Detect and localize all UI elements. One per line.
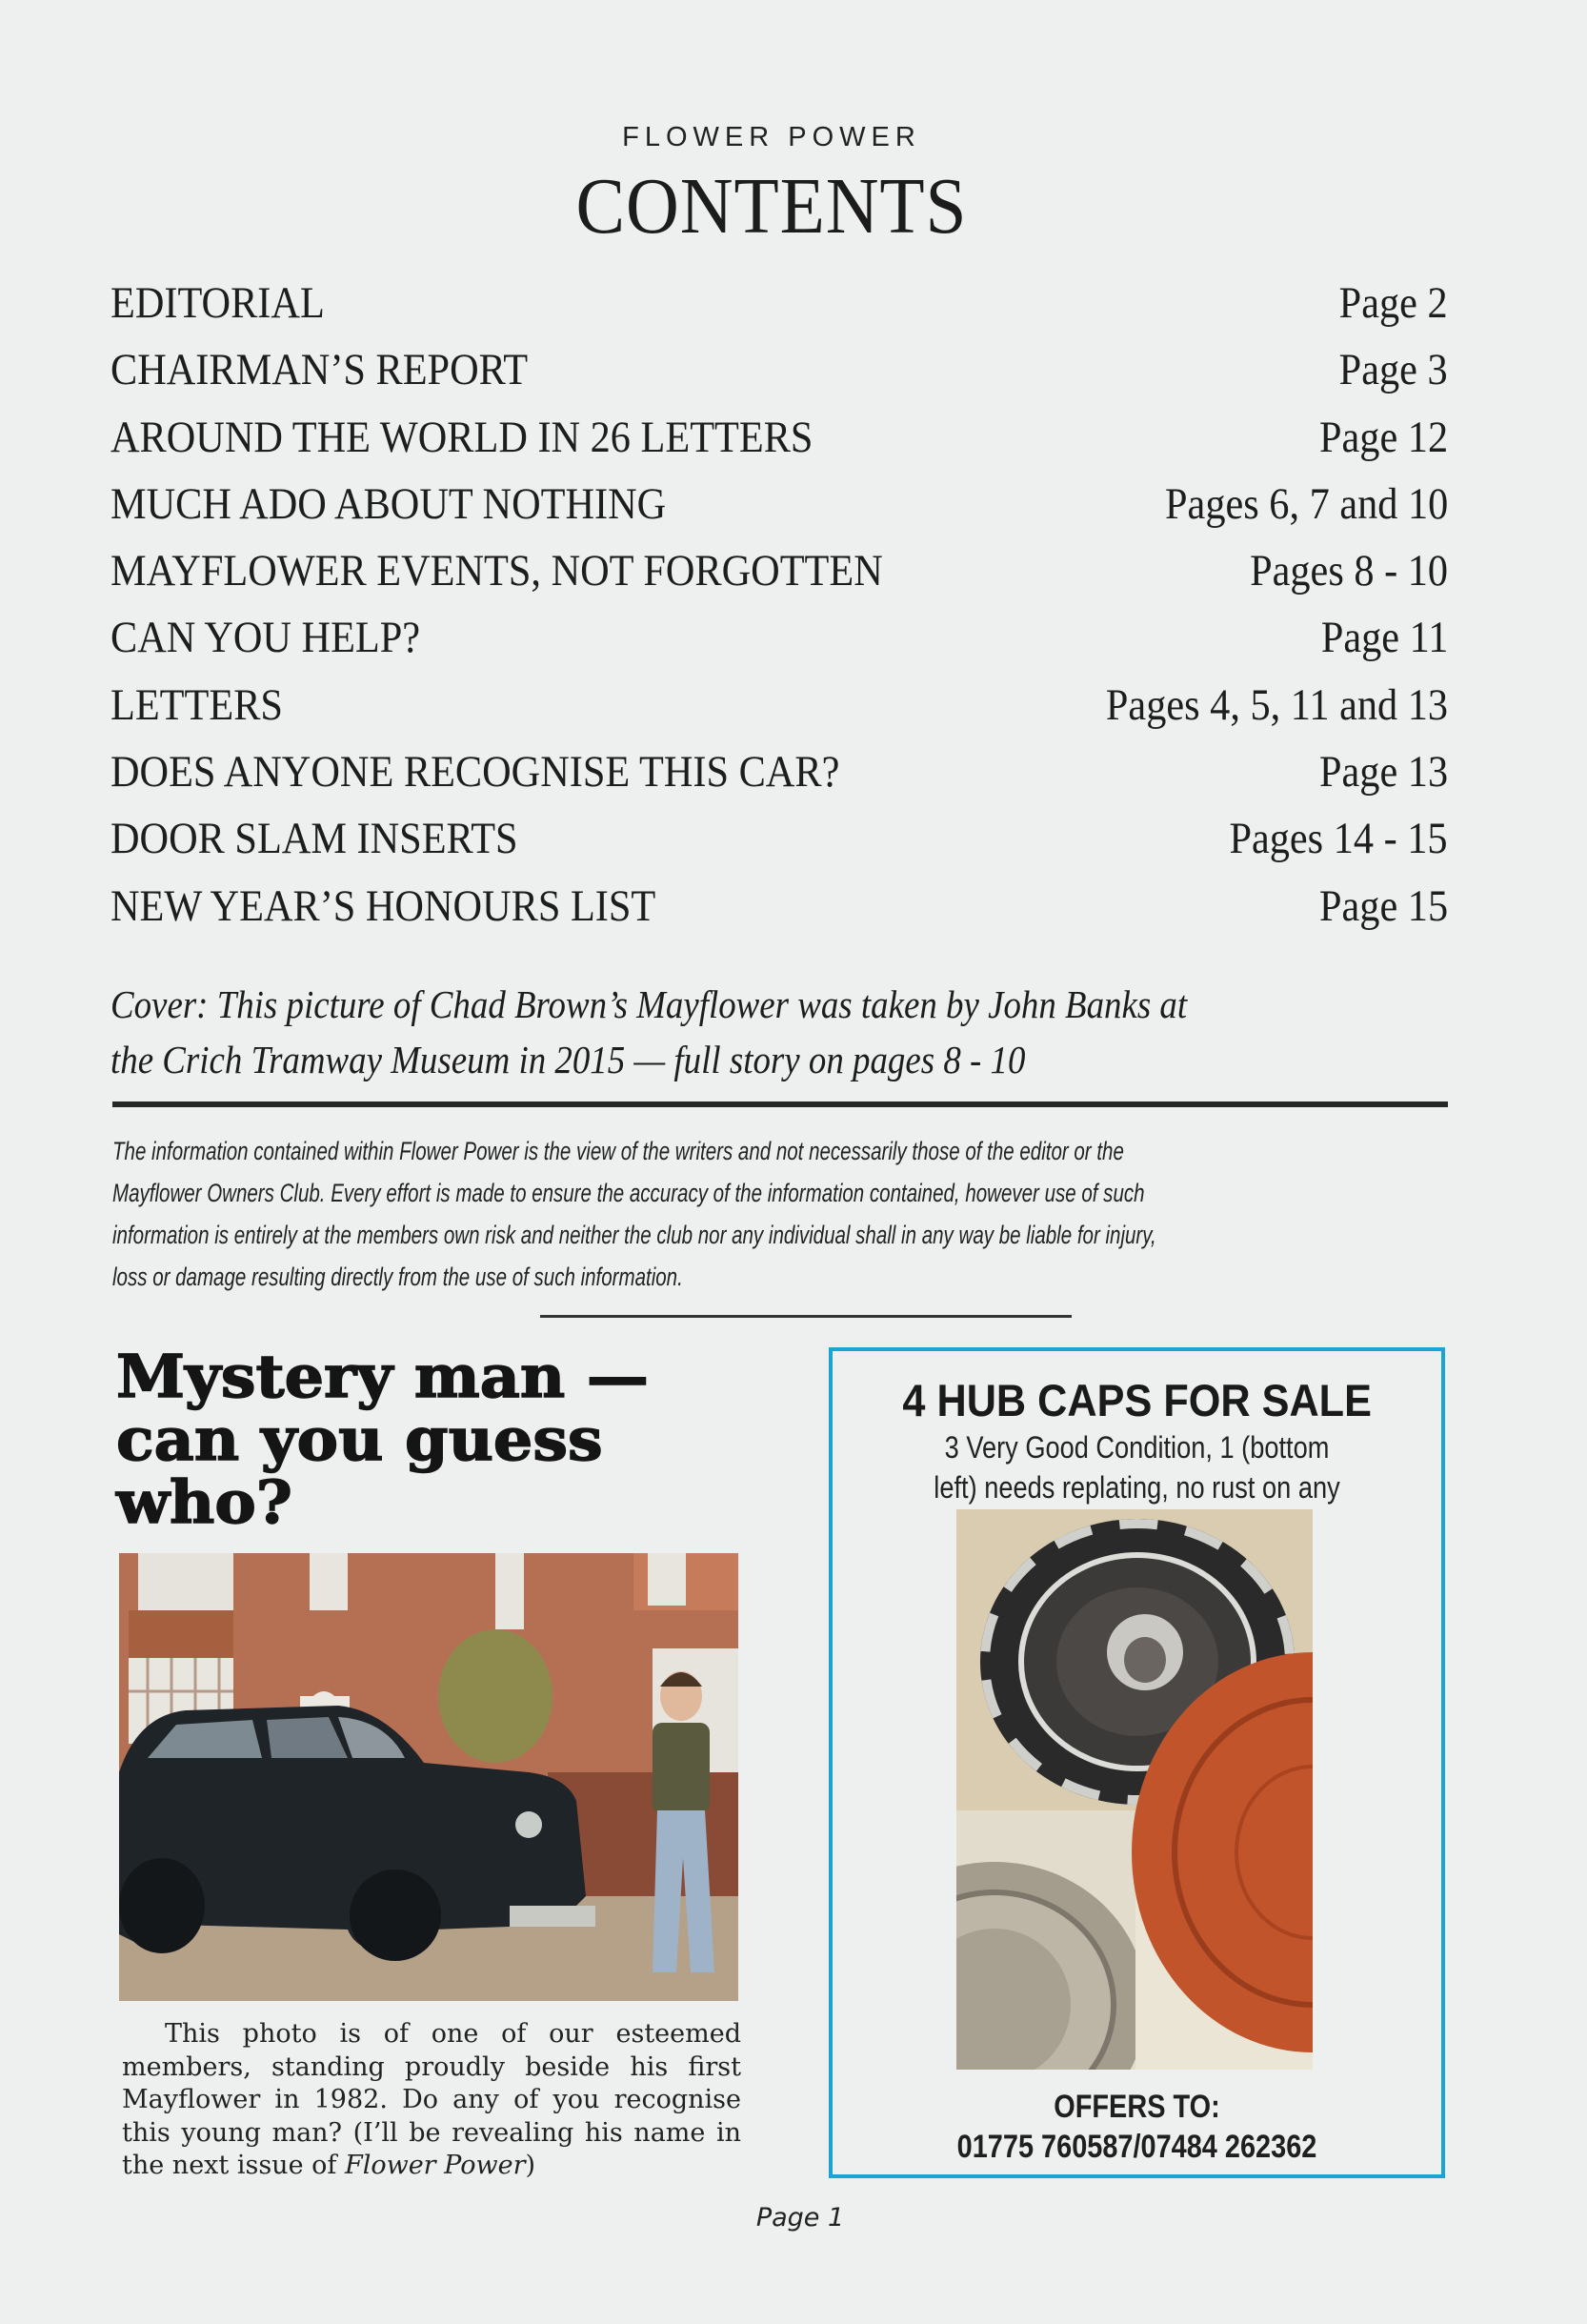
ad-offers-label: OFFERS TO:: [1054, 2089, 1220, 2125]
toc-entry: [110, 879, 1448, 946]
photo-caption: [122, 2018, 741, 2183]
headline-line: Mystery man —: [116, 1342, 649, 1411]
short-divider: [540, 1315, 1072, 1318]
toc-entry-title: DOES ANYONE RECOGNISE THIS CAR?: [110, 747, 840, 798]
ad-phone-numbers: 01775 760587/07484 262362: [956, 2129, 1317, 2165]
toc-entry-pages: Page 3: [1339, 345, 1448, 395]
ad-title: [829, 1374, 1445, 1426]
toc-entry: [110, 812, 1448, 879]
toc-entry-title: LETTERS: [110, 679, 283, 730]
toc-entry-pages: Page 2: [1339, 278, 1448, 328]
hub-caps-photo: [956, 1509, 1313, 2070]
toc-entry-pages: Pages 8 - 10: [1250, 546, 1448, 596]
disclaimer-line: loss or damage resulting directly from the use of such information.: [112, 1263, 683, 1291]
toc-entry-title: NEW YEAR’S HONOURS LIST: [110, 880, 656, 931]
toc-entry-pages: Pages 6, 7 and 10: [1164, 478, 1448, 529]
toc-entry-title: MAYFLOWER EVENTS, NOT FORGOTTEN: [110, 546, 883, 596]
table-of-contents: [110, 276, 1448, 946]
ad-title-text: 4 HUB CAPS FOR SALE: [902, 1375, 1372, 1425]
disclaimer-line: information is entirely at the members own risk and neither the club nor any individual shall in any way be liable for injury,: [112, 1221, 1156, 1249]
disclaimer-line: The information contained within Flower Power is the view of the writers and not necessarily those of the editor or the: [112, 1137, 1124, 1165]
ad-contact: [829, 2087, 1445, 2167]
toc-entry: [110, 544, 1448, 611]
publication-name: FLOWER POWER: [622, 122, 921, 152]
ad-description-line: left) needs replating, no rust on any: [934, 1470, 1340, 1505]
toc-entry-pages: Page 13: [1318, 747, 1448, 798]
toc-entry-pages: Page 12: [1318, 412, 1448, 462]
toc-entry-title: CAN YOU HELP?: [110, 613, 421, 663]
toc-entry-pages: Pages 14 - 15: [1229, 814, 1448, 864]
toc-entry: [110, 745, 1448, 812]
cover-note-line: the Crich Tramway Museum in 2015 — full story on pages 8 - 10: [110, 1038, 1026, 1081]
toc-entry-pages: Pages 4, 5, 11 and 13: [1105, 679, 1448, 730]
toc-entry-title: EDITORIAL: [110, 278, 325, 328]
toc-entry: [110, 611, 1448, 677]
caption-text: This photo is of one of our esteemed members, standing proudly beside his first Mayflower in 1982. Do any of you recognise this young man? (I’ll be revealing his name in the next issue of: [122, 2019, 741, 2180]
toc-entry: [110, 678, 1448, 745]
toc-entry: [110, 477, 1448, 544]
toc-entry-title: AROUND THE WORLD IN 26 LETTERS: [110, 412, 814, 462]
section-divider: [112, 1101, 1448, 1107]
page-title: CONTENTS: [575, 162, 968, 251]
car-photo-illustration: [119, 1553, 738, 2001]
toc-entry-pages: Page 15: [1318, 880, 1448, 931]
toc-entry: [110, 411, 1448, 477]
ad-description-line: 3 Very Good Condition, 1 (bottom: [944, 1430, 1330, 1465]
disclaimer-line: Mayflower Owners Club. Every effort is made to ensure the accuracy of the information contained, however use of such: [112, 1179, 1145, 1207]
mystery-headline: [116, 1342, 783, 1537]
caption-text-end: ): [525, 2151, 536, 2180]
headline-line: who?: [116, 1467, 292, 1537]
caption-publication-name: Flower Power: [344, 2151, 526, 2180]
toc-entry-pages: Page 11: [1320, 613, 1448, 663]
toc-entry-title: MUCH ADO ABOUT NOTHING: [110, 478, 667, 529]
toc-entry-title: DOOR SLAM INSERTS: [110, 814, 518, 864]
toc-entry: [110, 276, 1448, 343]
hub-caps-illustration: [956, 1509, 1313, 2070]
ad-description: [829, 1427, 1445, 1507]
toc-entry-title: CHAIRMAN’S REPORT: [110, 345, 529, 395]
toc-entry: [110, 343, 1448, 410]
mystery-man-photo: [119, 1553, 738, 2001]
page-number: Page 1: [755, 2203, 845, 2233]
headline-line: can you guess: [116, 1405, 603, 1474]
disclaimer: [112, 1130, 1587, 1298]
cover-note: [110, 977, 1463, 1087]
cover-note-line: Cover: This picture of Chad Brown’s Mayflower was taken by John Banks at: [110, 982, 1188, 1026]
